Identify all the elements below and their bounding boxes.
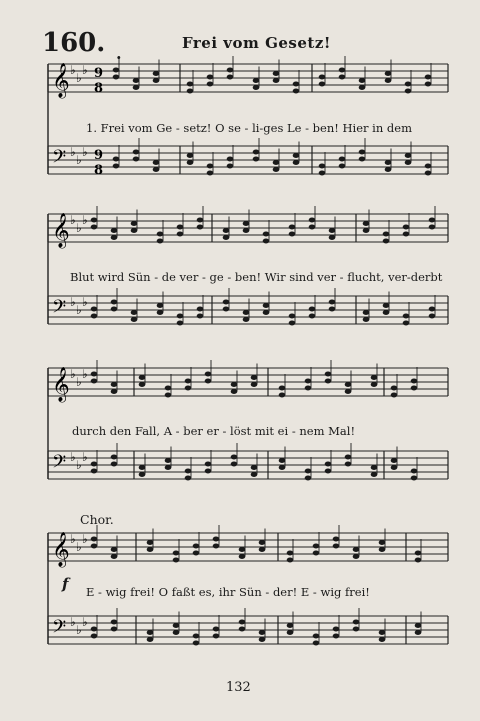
notehead: [223, 235, 230, 240]
notehead: [185, 386, 192, 391]
notehead: [385, 167, 392, 172]
flat-icon: ♭: [70, 615, 76, 629]
notehead: [363, 228, 370, 233]
notehead: [293, 160, 300, 165]
notehead: [165, 386, 172, 391]
notehead: [309, 218, 316, 223]
notehead: [325, 372, 332, 377]
notehead: [157, 303, 164, 308]
notehead: [147, 630, 154, 635]
notehead: [379, 630, 386, 635]
notehead: [339, 157, 346, 162]
notehead: [147, 547, 154, 552]
notehead: [205, 469, 212, 474]
notehead: [253, 150, 260, 155]
notehead: [243, 228, 250, 233]
flat-icon: ♭: [70, 213, 76, 227]
notehead: [91, 462, 98, 467]
notehead: [263, 303, 270, 308]
notehead: [289, 314, 296, 319]
notehead: [165, 458, 172, 463]
notehead: [197, 307, 204, 312]
notehead: [345, 389, 352, 394]
notehead: [325, 469, 332, 474]
flat-icon: ♭: [82, 213, 88, 227]
notehead: [231, 462, 238, 467]
notehead: [429, 307, 436, 312]
notehead: [353, 620, 360, 625]
title-separator: .: [116, 44, 122, 63]
notehead: [383, 232, 390, 237]
notehead: [325, 462, 332, 467]
notehead: [345, 462, 352, 467]
notehead: [113, 164, 120, 169]
notehead: [157, 232, 164, 237]
bass-clef-icon: 𝄢: [52, 452, 67, 477]
notehead: [287, 558, 294, 563]
page-number: 132: [226, 680, 251, 695]
flat-icon: ♭: [82, 367, 88, 381]
notehead: [391, 458, 398, 463]
notehead: [253, 85, 260, 90]
notehead: [157, 239, 164, 244]
lyric-line-2: Blut wird Sün - de ver - ge - ben! Wir sind ver - flucht, ver-derbt: [70, 270, 443, 284]
notehead: [131, 228, 138, 233]
notehead: [259, 637, 266, 642]
notehead: [239, 627, 246, 632]
flat-icon: ♭: [76, 375, 82, 389]
notehead: [213, 627, 220, 632]
notehead: [193, 641, 200, 646]
notehead: [91, 634, 98, 639]
notehead: [391, 393, 398, 398]
notehead: [333, 634, 340, 639]
notehead: [131, 221, 138, 226]
notehead: [333, 544, 340, 549]
flat-icon: ♭: [82, 450, 88, 464]
notehead: [205, 372, 212, 377]
treble-clef-icon: 𝄞: [52, 532, 70, 567]
notehead: [227, 157, 234, 162]
notehead: [263, 310, 270, 315]
notehead: [279, 393, 286, 398]
notehead: [339, 75, 346, 80]
notehead: [177, 225, 184, 230]
notehead: [113, 75, 120, 80]
notehead: [359, 85, 366, 90]
notehead: [239, 554, 246, 559]
notehead: [329, 307, 336, 312]
notehead: [319, 75, 326, 80]
notehead: [371, 465, 378, 470]
notehead: [131, 317, 138, 322]
notehead: [197, 225, 204, 230]
notehead: [153, 78, 160, 83]
notehead: [305, 469, 312, 474]
staff-lines: [48, 63, 448, 644]
notehead: [371, 472, 378, 477]
notehead: [425, 171, 432, 176]
notehead: [227, 164, 234, 169]
notehead: [359, 157, 366, 162]
notehead: [231, 389, 238, 394]
flat-icon: ♭: [76, 458, 82, 472]
notehead: [293, 153, 300, 158]
notehead: [231, 382, 238, 387]
dynamic-marking: f: [62, 575, 69, 593]
notehead: [403, 225, 410, 230]
bass-clef-icon: 𝄢: [52, 147, 67, 172]
notehead: [147, 637, 154, 642]
notehead: [251, 382, 258, 387]
notehead: [359, 78, 366, 83]
notehead: [197, 314, 204, 319]
notehead: [131, 310, 138, 315]
notehead: [177, 232, 184, 237]
notehead: [259, 630, 266, 635]
notehead: [177, 321, 184, 326]
notehead: [197, 218, 204, 223]
notehead: [111, 389, 118, 394]
notehead: [293, 89, 300, 94]
notehead: [133, 78, 140, 83]
notehead: [363, 310, 370, 315]
section-label: Chor.: [80, 512, 114, 527]
notehead: [405, 160, 412, 165]
treble-clef-icon: 𝄞: [52, 367, 70, 402]
notehead: [207, 82, 214, 87]
notehead: [385, 71, 392, 76]
notehead: [223, 300, 230, 305]
notehead: [391, 386, 398, 391]
flat-icon: ♭: [82, 615, 88, 629]
notehead: [239, 620, 246, 625]
notehead: [403, 314, 410, 319]
notehead: [415, 551, 422, 556]
notehead: [111, 228, 118, 233]
notehead: [289, 232, 296, 237]
notehead: [309, 307, 316, 312]
notehead: [231, 455, 238, 460]
notehead: [385, 160, 392, 165]
notehead: [253, 157, 260, 162]
notehead: [319, 171, 326, 176]
notehead: [263, 232, 270, 237]
notes: [91, 56, 436, 646]
notehead: [339, 164, 346, 169]
notehead: [111, 547, 118, 552]
notehead: [405, 89, 412, 94]
notehead: [173, 551, 180, 556]
notehead: [411, 469, 418, 474]
notehead: [251, 472, 258, 477]
notehead: [289, 225, 296, 230]
notehead: [383, 310, 390, 315]
notehead: [91, 469, 98, 474]
notehead: [383, 303, 390, 308]
notehead: [385, 78, 392, 83]
svg-text:8: 8: [94, 81, 104, 96]
notehead: [139, 472, 146, 477]
flat-icon: ♭: [76, 153, 82, 167]
notehead: [279, 386, 286, 391]
notehead: [139, 382, 146, 387]
notehead: [329, 300, 336, 305]
notehead: [379, 540, 386, 545]
notehead: [111, 620, 118, 625]
notehead: [353, 554, 360, 559]
flat-icon: ♭: [82, 532, 88, 546]
notehead: [305, 476, 312, 481]
flat-icon: ♭: [70, 63, 76, 77]
notehead: [187, 160, 194, 165]
treble-clef-icon: 𝄞: [52, 213, 70, 248]
bass-clef-icon: 𝄢: [52, 617, 67, 642]
notehead: [147, 540, 154, 545]
notehead: [253, 78, 260, 83]
notehead: [333, 537, 340, 542]
notehead: [353, 627, 360, 632]
notehead: [293, 82, 300, 87]
notehead: [213, 634, 220, 639]
notehead: [185, 476, 192, 481]
notehead: [113, 157, 120, 162]
notehead: [187, 153, 194, 158]
notehead: [157, 310, 164, 315]
lyric-line-3: durch den Fall, A - ber er - löst mit ei - nem Mal!: [72, 424, 356, 438]
flat-icon: ♭: [70, 532, 76, 546]
notehead: [111, 462, 118, 467]
notehead: [309, 314, 316, 319]
notehead: [153, 167, 160, 172]
notehead: [193, 544, 200, 549]
lyric-line-4: E - wig frei! O faßt es, ihr Sün - der! E - wig frei!: [86, 585, 370, 599]
notehead: [287, 623, 294, 628]
notehead: [207, 171, 214, 176]
notehead: [251, 375, 258, 380]
flat-icon: ♭: [70, 145, 76, 159]
notehead: [173, 630, 180, 635]
notehead: [313, 544, 320, 549]
notehead: [345, 382, 352, 387]
notehead: [213, 544, 220, 549]
notehead: [329, 235, 336, 240]
notehead: [153, 71, 160, 76]
notehead: [363, 317, 370, 322]
notehead: [111, 307, 118, 312]
notehead: [91, 544, 98, 549]
notehead: [139, 465, 146, 470]
notehead: [379, 547, 386, 552]
notehead: [187, 82, 194, 87]
notehead: [429, 225, 436, 230]
notehead: [273, 160, 280, 165]
notehead: [415, 630, 422, 635]
flat-icon: ♭: [82, 63, 88, 77]
notehead: [185, 379, 192, 384]
notehead: [333, 627, 340, 632]
notehead: [91, 314, 98, 319]
notehead: [289, 321, 296, 326]
flat-icon: ♭: [76, 303, 82, 317]
notehead: [111, 382, 118, 387]
notehead: [259, 540, 266, 545]
notehead: [411, 379, 418, 384]
notehead: [139, 375, 146, 380]
notehead: [239, 547, 246, 552]
flat-icon: ♭: [76, 221, 82, 235]
notehead: [177, 314, 184, 319]
flat-icon: ♭: [82, 295, 88, 309]
notehead: [359, 150, 366, 155]
notehead: [415, 558, 422, 563]
notehead: [383, 239, 390, 244]
notehead: [429, 218, 436, 223]
notehead: [133, 85, 140, 90]
notehead: [133, 157, 140, 162]
notehead: [273, 71, 280, 76]
notehead: [243, 317, 250, 322]
notehead: [227, 75, 234, 80]
notehead: [345, 455, 352, 460]
notehead: [429, 314, 436, 319]
notehead: [313, 641, 320, 646]
treble-clef-icon: 𝄞: [52, 63, 70, 98]
notehead: [305, 379, 312, 384]
notehead: [411, 386, 418, 391]
svg-text:9: 9: [94, 66, 104, 81]
notehead: [425, 164, 432, 169]
notehead: [111, 300, 118, 305]
notehead: [339, 68, 346, 73]
notehead: [91, 225, 98, 230]
notehead: [111, 554, 118, 559]
notehead: [305, 386, 312, 391]
notehead: [279, 465, 286, 470]
notehead: [185, 469, 192, 474]
notehead: [91, 307, 98, 312]
svg-text:8: 8: [94, 163, 104, 178]
svg-text:9: 9: [94, 148, 104, 163]
flat-icon: ♭: [82, 145, 88, 159]
notehead: [405, 82, 412, 87]
notehead: [111, 235, 118, 240]
hymn-title: Frei vom Gesetz!: [182, 34, 331, 52]
flat-icon: ♭: [70, 367, 76, 381]
notehead: [287, 630, 294, 635]
notehead: [273, 167, 280, 172]
notehead: [91, 627, 98, 632]
notehead: [223, 307, 230, 312]
notehead: [403, 321, 410, 326]
notehead: [205, 379, 212, 384]
notehead: [263, 239, 270, 244]
notehead: [425, 75, 432, 80]
hymn-number: 160.: [42, 28, 106, 58]
notehead: [187, 89, 194, 94]
notehead: [353, 547, 360, 552]
notehead: [205, 462, 212, 467]
notehead: [243, 310, 250, 315]
notehead: [259, 547, 266, 552]
lyric-line-1: 1. Frei vom Ge - setz! O se - li-ges Le - ben! Hier in dem: [86, 121, 412, 135]
notehead: [111, 455, 118, 460]
notehead: [153, 160, 160, 165]
notehead: [425, 82, 432, 87]
notehead: [111, 627, 118, 632]
notehead: [415, 623, 422, 628]
notehead: [371, 382, 378, 387]
time-signature-treble: [94, 66, 103, 96]
notehead: [313, 551, 320, 556]
notehead: [363, 221, 370, 226]
time-signature-bass: [94, 148, 103, 178]
notehead: [165, 393, 172, 398]
notehead: [405, 153, 412, 158]
notehead: [173, 623, 180, 628]
notehead: [165, 465, 172, 470]
notehead: [325, 379, 332, 384]
notehead: [279, 458, 286, 463]
notehead: [91, 218, 98, 223]
notehead: [371, 375, 378, 380]
flat-icon: ♭: [70, 295, 76, 309]
notehead: [243, 221, 250, 226]
notehead: [133, 150, 140, 155]
flat-icon: ♭: [76, 71, 82, 85]
notehead: [207, 164, 214, 169]
notehead: [309, 225, 316, 230]
notehead: [313, 634, 320, 639]
notehead: [411, 476, 418, 481]
flat-icon: ♭: [76, 623, 82, 637]
notehead: [319, 82, 326, 87]
notehead: [319, 164, 326, 169]
flat-icon: ♭: [76, 540, 82, 554]
notehead: [251, 465, 258, 470]
notehead: [91, 379, 98, 384]
notehead: [227, 68, 234, 73]
notehead: [113, 68, 120, 73]
notehead: [193, 551, 200, 556]
notehead: [273, 78, 280, 83]
notehead: [173, 558, 180, 563]
notehead: [223, 228, 230, 233]
bass-clef-icon: 𝄢: [52, 297, 67, 322]
notehead: [91, 372, 98, 377]
notehead: [91, 537, 98, 542]
notehead: [391, 465, 398, 470]
notehead: [403, 232, 410, 237]
flat-icon: ♭: [70, 450, 76, 464]
notehead: [287, 551, 294, 556]
notehead: [213, 537, 220, 542]
notehead: [329, 228, 336, 233]
notehead: [207, 75, 214, 80]
notehead: [379, 637, 386, 642]
notehead: [193, 634, 200, 639]
